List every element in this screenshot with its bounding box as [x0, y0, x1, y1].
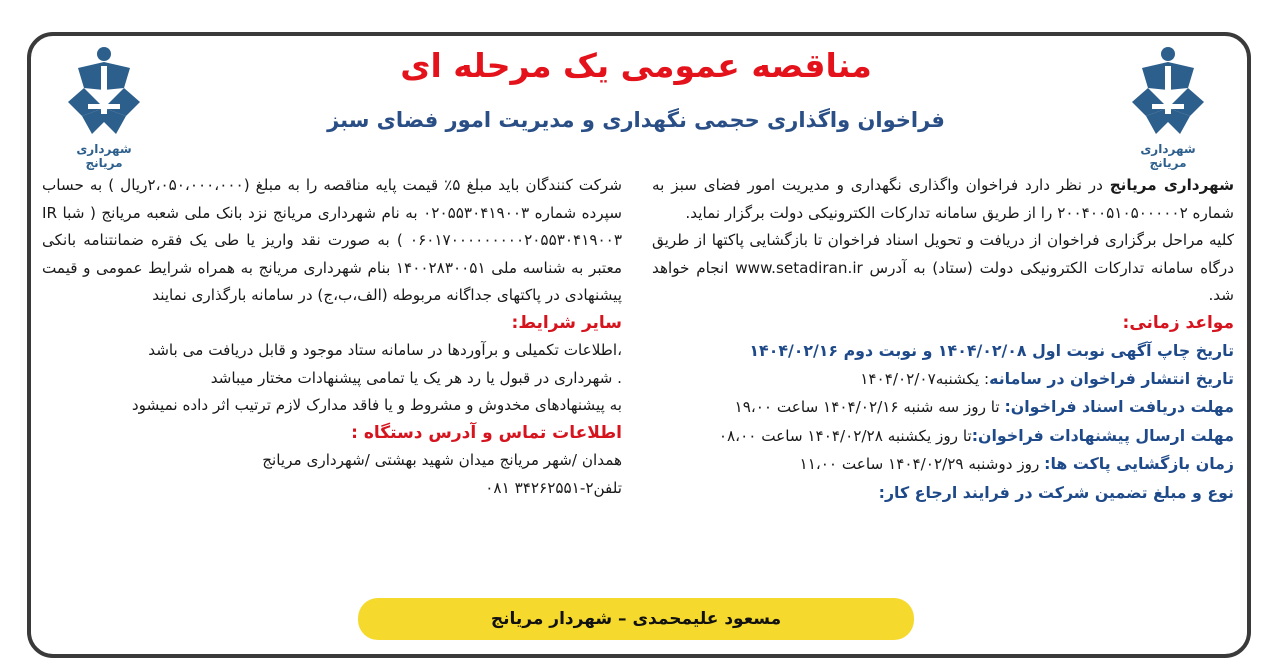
ad-dates: تاریخ چاپ آگهی نوبت اول ۱۴۰۴/۰۲/۰۸ و نوبت دوم ۱۴۰۴/۰۲/۱۶ — [749, 341, 1234, 360]
intro-paragraph — [652, 172, 1234, 227]
notice-subtitle: فراخوان واگذاری حجمی نگهداری و مدیریت امور فضای سبز — [327, 108, 945, 132]
left-column — [42, 172, 622, 502]
notice-title: مناقصه عمومی یک مرحله ای — [400, 46, 872, 85]
submit-value: تا روز یکشنبه ۱۴۰۴/۰۲/۲۸ ساعت ۰۸،۰۰ — [718, 426, 972, 445]
receive-label: مهلت دریافت اسناد فراخوان: — [1004, 397, 1234, 416]
submit-deadline-row — [652, 422, 1234, 451]
process-paragraph: کلیه مراحل برگزاری فراخوان از دریافت و تحویل اسناد فراخوان تا بازگشایی پاکتها از طریق درگاه سامانه تدارکات الکترونیکی دولت (ستاد) به آدرس www.setadiran.ir انجام خواهد شد. — [652, 231, 1234, 304]
publish-value: : یکشنبه۱۴۰۴/۰۲/۰۷ — [860, 369, 990, 388]
open-value: روز دوشنبه ۱۴۰۴/۰۲/۲۹ ساعت ۱۱،۰۰ — [799, 455, 1045, 473]
schedule-heading: مواعد زمانی: — [1122, 312, 1234, 333]
logo-caption: شهرداری مریانج — [76, 142, 132, 170]
signature-banner: مسعود علیمحمدی – شهردار مریانج — [358, 598, 914, 640]
logo-caption: شهرداری مریانج — [1140, 142, 1196, 170]
submit-label: مهلت ارسال پیشنهادات فراخوان: — [971, 425, 1234, 445]
intro-text: در نظر دارد فراخوان واگذاری نگهداری و مدیریت امور فضای سبز به شماره ۲۰۰۴۰۰۵۱۰۵۰۰۰۰۰۲ را از طریق سامانه تدارکات الکترونیکی دولت برگزار نماید. — [652, 176, 1234, 222]
guarantee-paragraph: شرکت کنندگان باید مبلغ ۵٪ قیمت پایه مناقصه را به مبلغ (۲،۰۵۰،۰۰۰،۰۰۰ریال ) به حساب سپرده شماره ۰۲۰۵۵۳۰۴۱۹۰۰۳ به نام شهرداری مریانج نزد بانک ملی شعبه مریانج ( شبا IR ۰۶۰۱۷۰۰۰۰۰۰۰۰۰۲۰۵۵۳۰۴۱۹۰۰۳ ) به صورت نقد واریز یا طی یک فقره ضمانتنامه بانکی معتبر به شناسه ملی ۱۴۰۰۲۸۳۰۰۵۱ بنام شهرداری مریانج به همراه شرایط عمومی و قیمت پیشنهادی در پاکتهای جداگانه مربوطه (الف،ب،ج) در سامانه بارگذاری نمایند — [42, 176, 622, 304]
contact-heading: اطلاعات تماس و آدرس دستگاه : — [351, 422, 622, 443]
address-text: همدان /شهر مریانج میدان شهید بهشتی /شهرداری مریانج — [262, 451, 622, 469]
receive-deadline-row — [652, 393, 1234, 422]
publish-date-row — [652, 365, 1234, 394]
phone-text: تلفن۲-۳۴۲۶۲۵۵۱ ۰۸۱ — [485, 478, 622, 497]
guarantee-heading: نوع و مبلغ تضمین شرکت در فرایند ارجاع کار: — [878, 482, 1234, 502]
receive-value: تا روز سه شنبه ۱۴۰۴/۰۲/۱۶ ساعت ۱۹،۰۰ — [734, 398, 1005, 416]
condition-item: به پیشنهادهای مخدوش و مشروط و یا فاقد مدارک لازم ترتیب اثر داده نمیشود — [131, 396, 622, 414]
opening-time-row — [652, 450, 1234, 479]
open-label: زمان بازگشایی پاکت ها: — [1044, 454, 1234, 473]
other-conditions-heading: سایر شرایط: — [511, 312, 622, 333]
condition-item: ،اطلاعات تکمیلی و برآوردها در سامانه ستاد موجود و قابل دریافت می باشد — [148, 341, 622, 359]
intro-lead: شهرداری مریانج — [1109, 176, 1235, 194]
condition-item: . شهرداری در قبول یا رد هر یک یا تمامی پیشنهادات مختار میباشد — [210, 368, 622, 387]
publish-label: تاریخ انتشار فراخوان در سامانه — [989, 368, 1234, 388]
right-column — [652, 172, 1234, 506]
